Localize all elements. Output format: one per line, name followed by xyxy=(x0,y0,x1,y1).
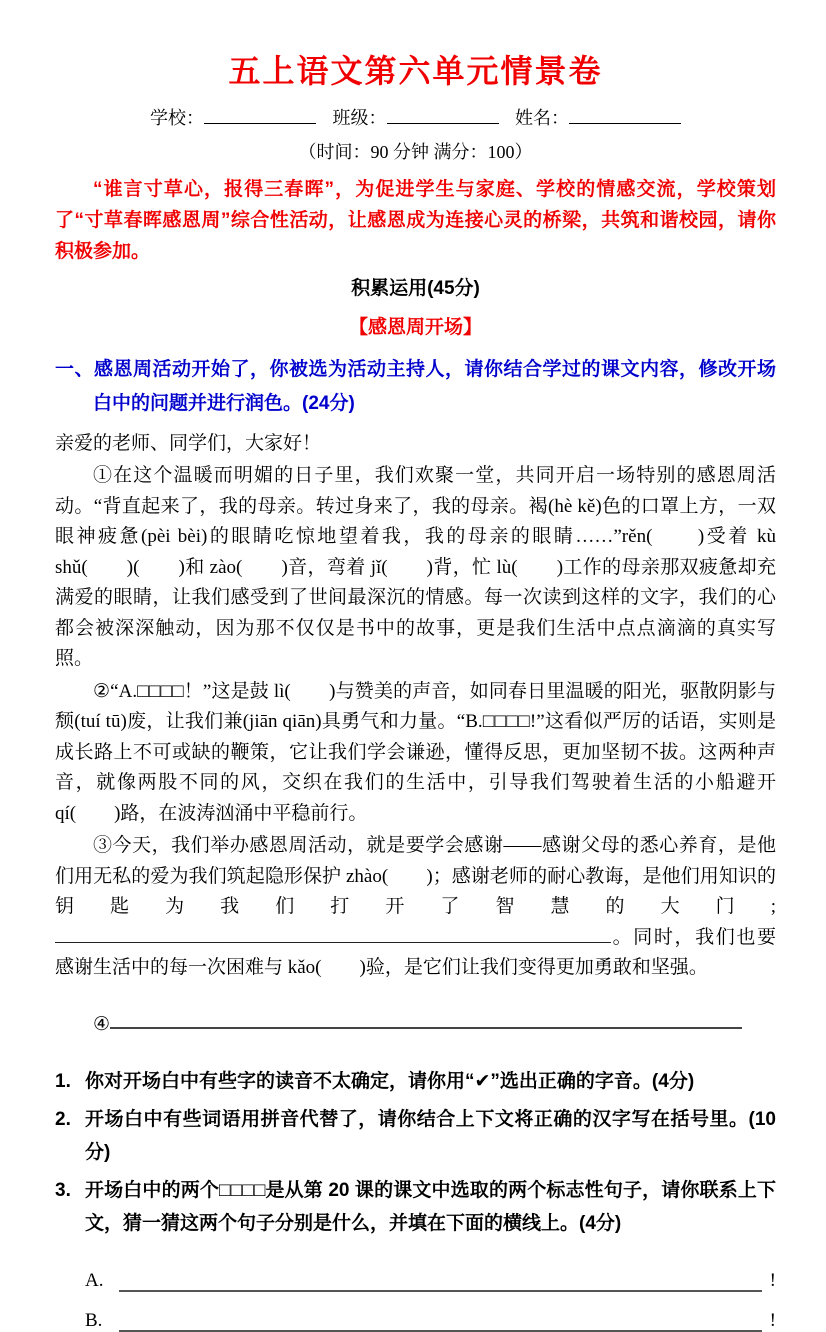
name-label: 姓名： xyxy=(515,108,569,128)
subsection-title: 【感恩周开场】 xyxy=(348,317,482,338)
answer-a-blank[interactable] xyxy=(119,1273,762,1292)
speech-para-2: ②“A.□□□□！”这是鼓 lì( )与赞美的声音，如同春日里温暖的阳光，驱散阴影与颓(tuí tū)废，让我们兼(jiān qiān)具勇气和力量。“B.□□□□!”这看似严厉的话语，实则是成长路上不可或缺的鞭策，它让我们学会谦逊，懂得反思，更加坚韧不拔。这两种声音，就像两股不同的风，交织在我们的生活中，引导我们驾驶着生活的小船避开 qí( )路，在波涛汹涌中平稳前行。 xyxy=(55,680,776,824)
answer-a-label: A. xyxy=(85,1270,104,1292)
page-title: 五上语文第六单元情景卷 xyxy=(228,53,603,89)
school-label: 学校： xyxy=(150,108,204,128)
answer-b-suffix: ! xyxy=(769,1310,776,1332)
class-field xyxy=(333,108,499,128)
question-3 xyxy=(55,1174,776,1240)
speech-para-4 xyxy=(93,1010,776,1036)
question-1-number: 1. xyxy=(55,1071,71,1093)
class-label: 班级： xyxy=(332,108,387,128)
question-1-text: 你对开场白中有些字的读音不太确定，请你用“✔”选出正确的字音。(4分) xyxy=(85,1071,695,1093)
fill-in-blank-teachers[interactable] xyxy=(55,924,611,943)
answer-line-a xyxy=(85,1254,776,1292)
exam-meta-line: （时间：90 分钟 满分：100） xyxy=(298,142,533,162)
student-info-row xyxy=(55,104,776,130)
question-2 xyxy=(55,1103,776,1169)
class-blank[interactable] xyxy=(387,105,499,124)
speech-para-3-text-before: ③今天，我们举办感恩周活动，就是要学会感谢——感谢父母的悉心养育，是他们用无私的爱为我们筑起隐形保护 zhào( )；感谢老师的耐心教诲，是他们用知识的钥匙为我们打开了智慧的大门; xyxy=(55,835,776,917)
speech-para-4-marker: ④ xyxy=(93,1013,111,1035)
answer-lines xyxy=(85,1254,776,1332)
question-2-number: 2. xyxy=(55,1109,71,1131)
answer-b-blank[interactable] xyxy=(119,1313,762,1332)
intro-paragraph: “谁言寸草心，报得三春晖”，为促进学生与家庭、学校的情感交流，学校策划了“寸草春晖感恩周”综合性活动，让感恩成为连接心灵的桥梁，共筑和谐校园，请你积极参加。 xyxy=(55,179,776,262)
speech-greeting: 亲爱的老师、同学们，大家好！ xyxy=(55,433,322,454)
question-2-text: 开场白中有些词语用拼音代替了，请你结合上下文将正确的汉字写在括号里。(10分) xyxy=(85,1109,776,1164)
answer-b-label: B. xyxy=(85,1310,103,1332)
section-title: 积累运用(45分) xyxy=(351,278,480,299)
school-field xyxy=(150,108,316,128)
school-blank[interactable] xyxy=(204,105,316,124)
answer-a-suffix: ! xyxy=(769,1270,776,1292)
name-field xyxy=(515,108,681,128)
task-1-heading: 一、感恩周活动开始了，你被选为活动主持人，请你结合学过的课文内容，修改开场白中的问题并进行润色。(24分) xyxy=(55,359,776,414)
fill-in-blank-para4[interactable] xyxy=(110,1010,742,1030)
answer-line-b xyxy=(85,1294,776,1332)
question-3-text: 开场白中的两个□□□□是从第 20 课的课文中选取的两个标志性句子，请你联系上下文，猜一猜这两个句子分别是什么，并填在下面的横线上。(4分) xyxy=(85,1180,776,1235)
speech-para-3-text-after: 。同时，我们也要感谢生活中的每一次困难与 kǎo( )验，是它们让我们变得更加勇敢和坚强。 xyxy=(55,926,776,978)
name-blank[interactable] xyxy=(569,105,681,124)
question-1 xyxy=(55,1065,776,1098)
question-list xyxy=(55,1065,776,1240)
question-3-number: 3. xyxy=(55,1180,71,1202)
speech-para-1: ①在这个温暖而明媚的日子里，我们欢聚一堂，共同开启一场特别的感恩周活动。“背直起来了，我的母亲。转过身来了，我的母亲。褐(hè kě)色的口罩上方，一双眼神疲惫(pèi bèi)的眼睛吃惊地望着我，我的母亲的眼睛……”rěn( )受着 kù shǔ( )( )和 zào( )音，弯着 jǐ( )背，忙 lù( )工作的母亲那双疲惫却充满爱的眼睛，让我们感受到了世间最深沉的情感。每一次读到这样的文字，我们的心都会被深深触动，因为那不仅仅是书中的故事，更是我们生活中点点滴滴的真实写照。 xyxy=(55,465,776,669)
speech-para-3 xyxy=(55,831,776,984)
